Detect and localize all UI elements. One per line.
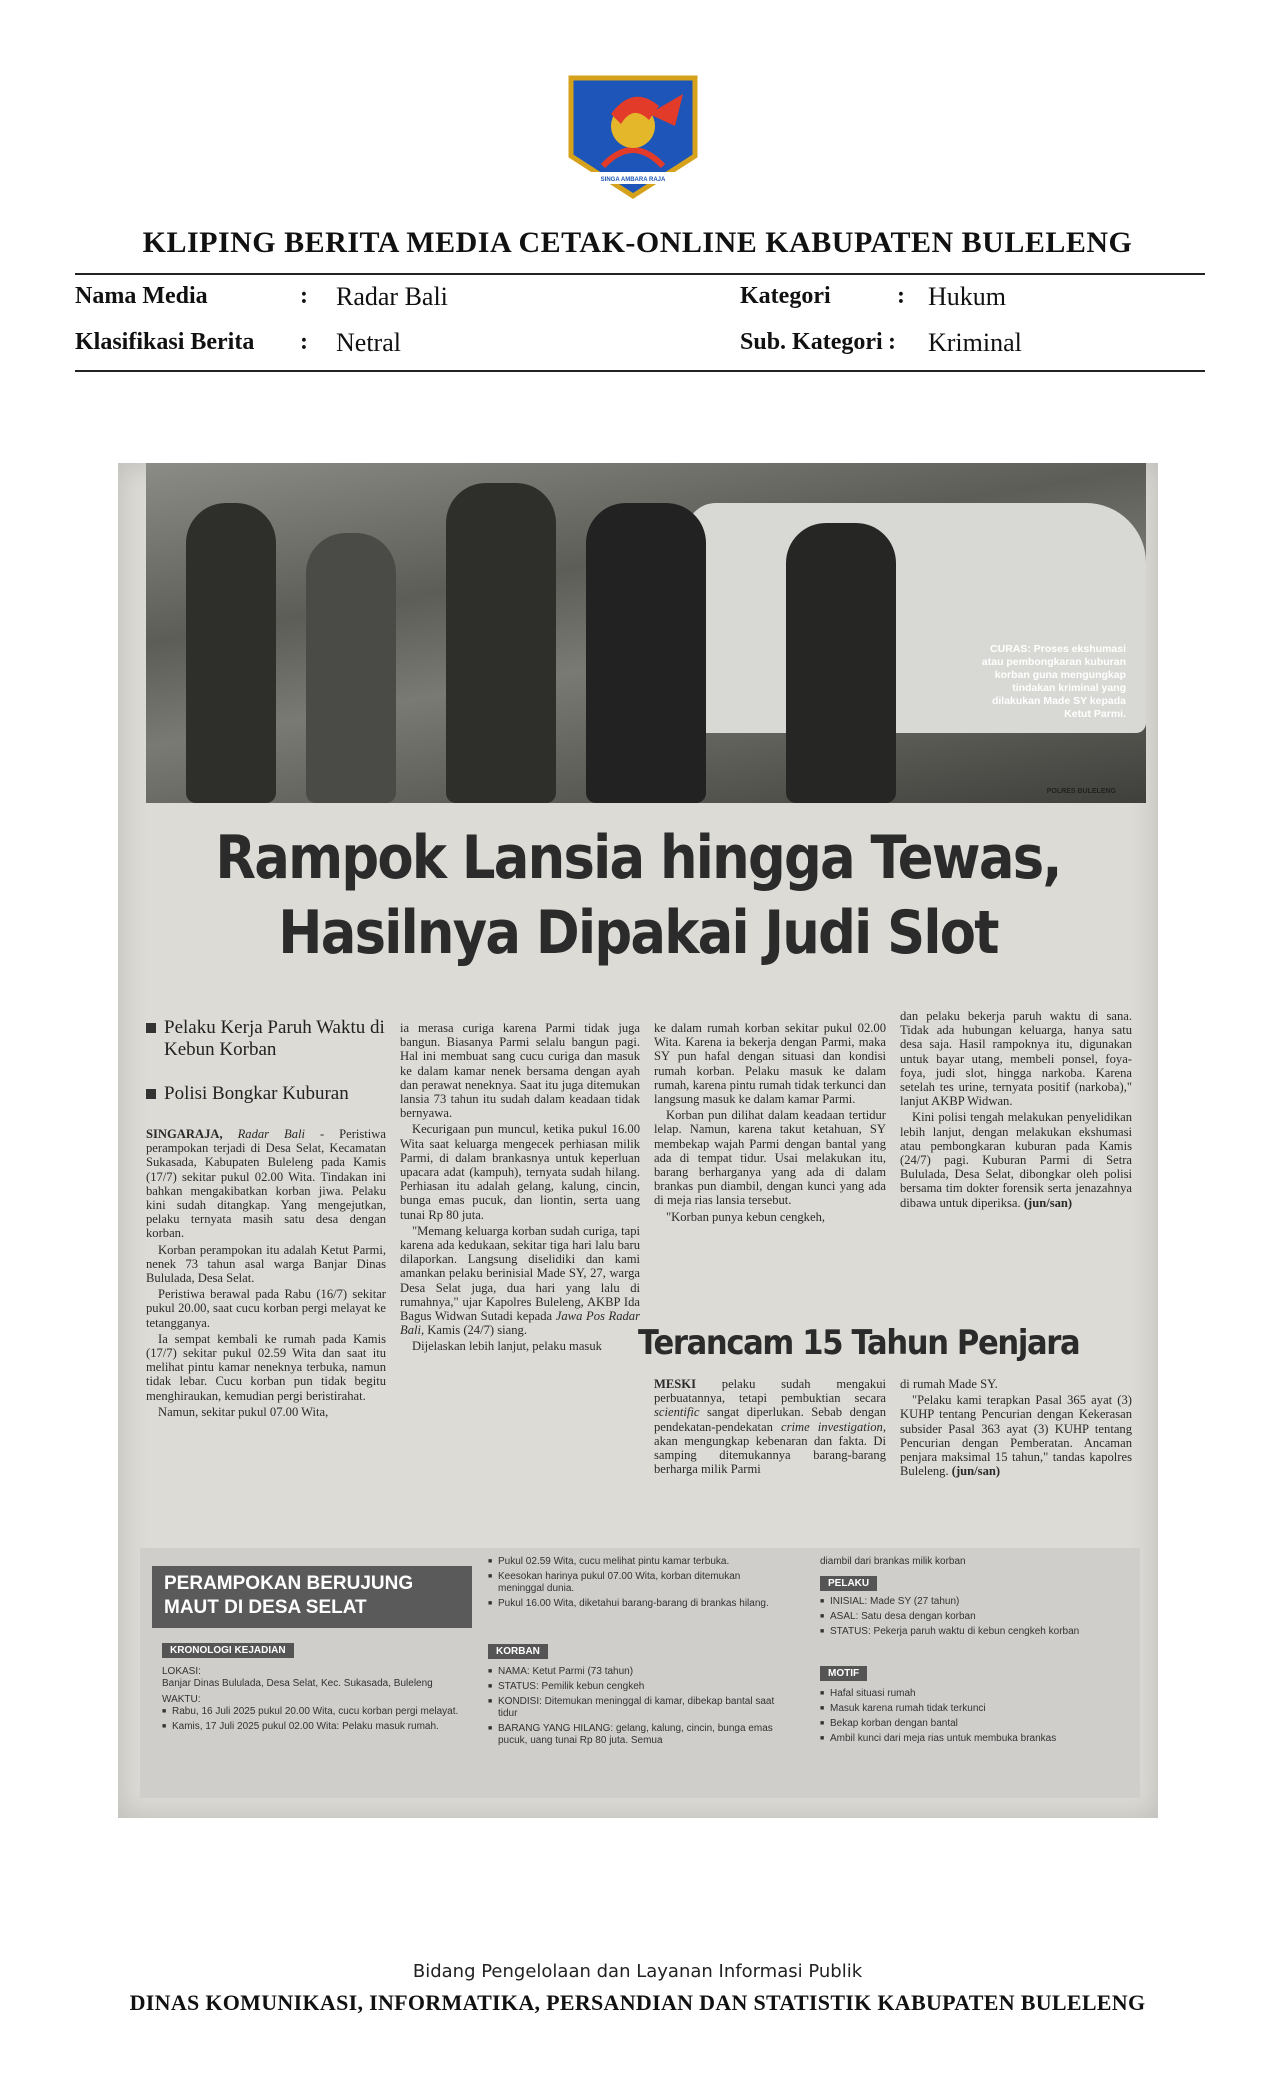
article-column-1 — [146, 1127, 386, 1421]
paragraph: Kecurigaan pun muncul, ketika pukul 16.00 Wita saat keluarga mengecek perhiasan milik Parmi, di dalam brankasnya untuk keperluan upacara adat (kampuh), ternyata sudah hilang. Perhiasan itu adalah gelang, kalung, cincin, bunga emas pucuk, dan liontin, serta uang tunai Rp 80 juta. — [400, 1122, 640, 1222]
barang-continued: diambil dari brankas milik korban — [820, 1556, 966, 1567]
media-name: Jawa Pos Radar Bali, — [400, 1309, 640, 1338]
photo-person-shape — [306, 533, 396, 803]
klasifikasi-value: Netral — [336, 328, 401, 357]
emphasis: crime investigation, — [772, 1419, 886, 1434]
subkategori-value: Kriminal — [928, 328, 1022, 357]
newspaper-clipping — [118, 463, 1158, 1818]
paragraph: di rumah Made SY. — [900, 1377, 998, 1391]
motif-item: ■ Ambil kunci dari meja rias untuk membuka brankas — [820, 1733, 1120, 1745]
paragraph: Peristiwa berawal pada Rabu (16/7) sekitar pukul 20.00, saat cucu korban pergi melayat ke tetangganya. — [146, 1287, 386, 1330]
pelaku-list — [820, 1596, 1120, 1641]
subkategori-colon: : — [888, 329, 896, 355]
article-column-5 — [654, 1377, 886, 1478]
article-column-6 — [900, 1377, 1132, 1480]
pelaku-tag: PELAKU — [820, 1576, 877, 1591]
photo-person-shape — [586, 503, 706, 803]
paragraph: ia merasa curiga karena Parmi tidak juga bangun. Biasanya Parmi selalu bangun pagi. Hal ini membuat sang cucu curiga dan masuk ke dalam kamar nenek bersama dengan ayah dan perawat neneknya. Saat itu juga ditemukan lansia 73 tahun itu sudah dalam keadaan tidak bernyawa. — [400, 1021, 640, 1121]
footer-department: Bidang Pengelolaan dan Layanan Informasi Publik — [412, 1961, 863, 1982]
photo-credit: POLRES BULELENG — [1046, 788, 1116, 795]
lead-word: MESKI — [654, 1377, 696, 1391]
media-colon: : — [300, 283, 308, 309]
paragraph-tail: Kamis (24/7) siang. — [424, 1323, 527, 1338]
paragraph: Korban perampokan itu adalah Ketut Parmi, nenek 73 tahun asal warga Banjar Dinas Bululada, Desa Selat. — [146, 1242, 386, 1286]
klasifikasi-label: Klasifikasi Berita — [75, 329, 255, 355]
headline-line-2: Hasilnya Dipakai Judi Slot — [278, 898, 998, 968]
timeline-item: ■ Pukul 02.59 Wita, cucu melihat pintu kamar terbuka. — [488, 1556, 788, 1568]
photo-caption: CURAS: Proses ekshumasi atau pembongkaran kuburan korban guna mengungkap tindakan kriminal yang dilakukan Made SY kepada Ketut Parmi. — [981, 643, 1126, 720]
paragraph: Korban pun dilihat dalam keadaan tertidur lelap. Namun, karena takut ketahuan, SY membekap wajah Parmi dengan bantal yang ada di tempat tidur. Usai melakukan itu, barang berharganya yang ada di dalam brankas pun diambil, dengan kunci yang ada di meja rias lansia tersebut. — [654, 1108, 886, 1208]
motif-tag: MOTIF — [820, 1666, 867, 1681]
korban-item: ■ KONDISI: Ditemukan meninggal di kamar, dibekap bantal saat tidur — [488, 1696, 788, 1720]
infographic-title: PERAMPOKAN BERUJUNG MAUT DI DESA SELAT — [152, 1566, 472, 1628]
motif-item: ■ Masuk karena rumah tidak terkunci — [820, 1703, 1120, 1715]
article-subheading: Terancam 15 Tahun Penjara — [638, 1323, 1080, 1363]
paragraph: Namun, sekitar pukul 07.00 Wita, — [158, 1404, 329, 1419]
author-initials: (jun/san) — [1020, 1195, 1073, 1210]
korban-item: ■ BARANG YANG HILANG: gelang, kalung, cincin, bunga emas pucuk, uang tunai Rp 80 juta. Semua — [488, 1723, 788, 1747]
dateline: SINGARAJA, — [146, 1127, 223, 1141]
klasifikasi-colon: : — [300, 329, 308, 355]
article-highlights — [146, 1017, 386, 1117]
logo-motto: SINGA AMBARA RAJA — [600, 177, 666, 183]
waktu-label: WAKTU: — [162, 1694, 201, 1705]
headline-line-1: Rampok Lansia hingga Tewas, — [215, 823, 1061, 893]
media-label: Nama Media — [75, 283, 208, 309]
pelaku-item: ■ STATUS: Pekerja paruh waktu di kebun cengkeh korban — [820, 1626, 1120, 1638]
photo-person-shape — [786, 523, 896, 803]
subkategori-label: Sub. Kategori — [740, 329, 883, 355]
footer-agency: DINAS KOMUNIKASI, INFORMATIKA, PERSANDIAN DAN STATISTIK KABUPATEN BULELENG — [129, 1990, 1146, 2015]
infographic-box — [140, 1548, 1140, 1798]
paragraph: Kini polisi tengah melakukan penyelidikan lebih lanjut, dengan melakukan ekshumasi atau pembongkaran kuburan pada Kamis (24/7) pagi. Kuburan Parmi di Setra Bululada, Desa Selat, dibongkar oleh polisi bersama tim dokter forensik serta jenazahnya dibawa untuk diperiksa. — [900, 1110, 1132, 1210]
korban-tag: KORBAN — [488, 1644, 548, 1659]
media-value: Radar Bali — [336, 282, 448, 311]
paragraph: pelaku sudah mengakui perbuatannya, tetapi pembuktian secara — [654, 1377, 886, 1406]
kategori-colon: : — [897, 283, 905, 309]
paragraph: sangat diperlukan. Sebab dengan pendekatan-pendekatan — [654, 1405, 886, 1434]
kategori-label: Kategori — [740, 283, 831, 309]
photo-person-shape — [446, 483, 556, 803]
pelaku-item: ■ INISIAL: Made SY (27 tahun) — [820, 1596, 1120, 1608]
paragraph: "Pelaku kami terapkan Pasal 365 ayat (3) KUHP tentang Pencurian dengan Kekerasan subsider Pasal 363 ayat (3) KUHP tentang Pencurian dengan Pemberatan. Ancaman penjara maksimal 15 tahun," tandas kapolres Buleleng. — [900, 1393, 1132, 1479]
paragraph: ke dalam rumah korban sekitar pukul 02.00 Wita. Karena ia bekerja dengan Parmi, maka SY pun hafal dengan situasi dan kondisi rumah korban. Pelaku masuk ke dalam rumah, karena pintu rumah tidak terkunci dan langsung masuk ke dalam kamar Parmi. — [654, 1021, 886, 1107]
paragraph: "Korban punya kebun cengkeh, — [666, 1209, 826, 1224]
korban-item: ■ NAMA: Ketut Parmi (73 tahun) — [488, 1666, 788, 1678]
timeline-item: ■ Keesokan harinya pukul 07.00 Wita, korban ditemukan meninggal dunia. — [488, 1571, 788, 1595]
motif-list — [820, 1688, 1120, 1748]
paragraph: "Memang keluarga korban sudah curiga, tapi karena ada kedukaan, sekitar tiga hari lalu baru dilaporkan. Langsung diselidiki dan kami amankan pelaku berinisial Made SY, 27, warga Desa Selat juga, dua hari yang lalu di rumahnya," ujar Kapolres Buleleng, AKBP Ida Bagus Widwan Sutadi kepada — [400, 1223, 640, 1324]
kategori-value: Hukum — [928, 282, 1006, 311]
article-photo — [146, 463, 1146, 803]
article-column-4 — [900, 1009, 1132, 1212]
photo-person-shape — [186, 503, 276, 803]
waktu-item: ■ Kamis, 17 Juli 2025 pukul 02.00 Wita: Pelaku masuk rumah. — [162, 1721, 462, 1733]
paragraph: - Peristiwa perampokan terjadi di Desa Selat, Kecamatan Sukasada, Kabupaten Buleleng pada Kamis (17/7) sekitar pukul 02.00 Wita. Tindakan ini bahkan mengakibatkan korban jiwa. Pelaku kini sudah ditangkap. Yang mengejutkan, pelaku ternyata masih satu desa dengan korban. — [146, 1127, 386, 1241]
document-title: KLIPING BERITA MEDIA CETAK-ONLINE KABUPATEN BULELENG — [142, 226, 1133, 259]
motif-item: ■ Hafal situasi rumah — [820, 1688, 1120, 1700]
timeline-item: ■ Pukul 16.00 Wita, diketahui barang-barang di brankas hilang. — [488, 1598, 788, 1610]
highlight-item: Pelaku Kerja Paruh Waktu di Kebun Korban — [146, 1017, 386, 1061]
kronologi-continued — [488, 1556, 788, 1613]
article-column-2 — [400, 1021, 640, 1356]
highlight-item: Polisi Bongkar Kuburan — [146, 1083, 386, 1105]
article-column-3 — [654, 1021, 886, 1226]
pelaku-item: ■ ASAL: Satu desa dengan korban — [820, 1611, 1120, 1623]
header-top-rule — [75, 273, 1205, 275]
kronologi-tag: KRONOLOGI KEJADIAN — [162, 1643, 294, 1658]
paragraph: Ia sempat kembali ke rumah pada Kamis (17/7) sekitar pukul 02.59 Wita dan saat itu melihat pintu kamar neneknya terbuka, namun tidak lebar. Cucu korban pun tidak begitu menghiraukan, kemudian pergi beristirahat. — [146, 1331, 386, 1403]
motif-item: ■ Bekap korban dengan bantal — [820, 1718, 1120, 1730]
emphasis: scientific — [654, 1405, 700, 1420]
paragraph: Dijelaskan lebih lanjut, pelaku masuk — [412, 1339, 602, 1354]
korban-list — [488, 1666, 788, 1750]
lokasi-value: Banjar Dinas Bululada, Desa Selat, Kec. Sukasada, Buleleng — [162, 1678, 433, 1689]
korban-item: ■ STATUS: Pemilik kebun cengkeh — [488, 1681, 788, 1693]
buleleng-emblem-logo — [563, 74, 703, 200]
lokasi-label: LOKASI: — [162, 1666, 201, 1677]
dateline-source: Radar Bali — [222, 1127, 306, 1141]
paragraph: akan mengungkap kebenaran dan fakta. Di samping ditemukannya barang-barang berharga milik Parmi — [654, 1433, 886, 1477]
header-bottom-rule — [75, 370, 1205, 372]
author-initials: (jun/san) — [948, 1464, 1001, 1479]
kronologi-list — [162, 1666, 462, 1736]
waktu-item: ■ Rabu, 16 Juli 2025 pukul 20.00 Wita, cucu korban pergi melayat. — [162, 1706, 462, 1718]
paragraph: dan pelaku bekerja paruh waktu di sana. Tidak ada hubungan keluarga, hanya satu desa saja. Hasil rampoknya itu, digunakan untuk bayar utang, membeli ponsel, foya-foya, judi slot, hingga narkoba. Karena setelah tes urine, ternyata positif (narkoba)," lanjut AKBP Widwan. — [900, 1009, 1132, 1109]
